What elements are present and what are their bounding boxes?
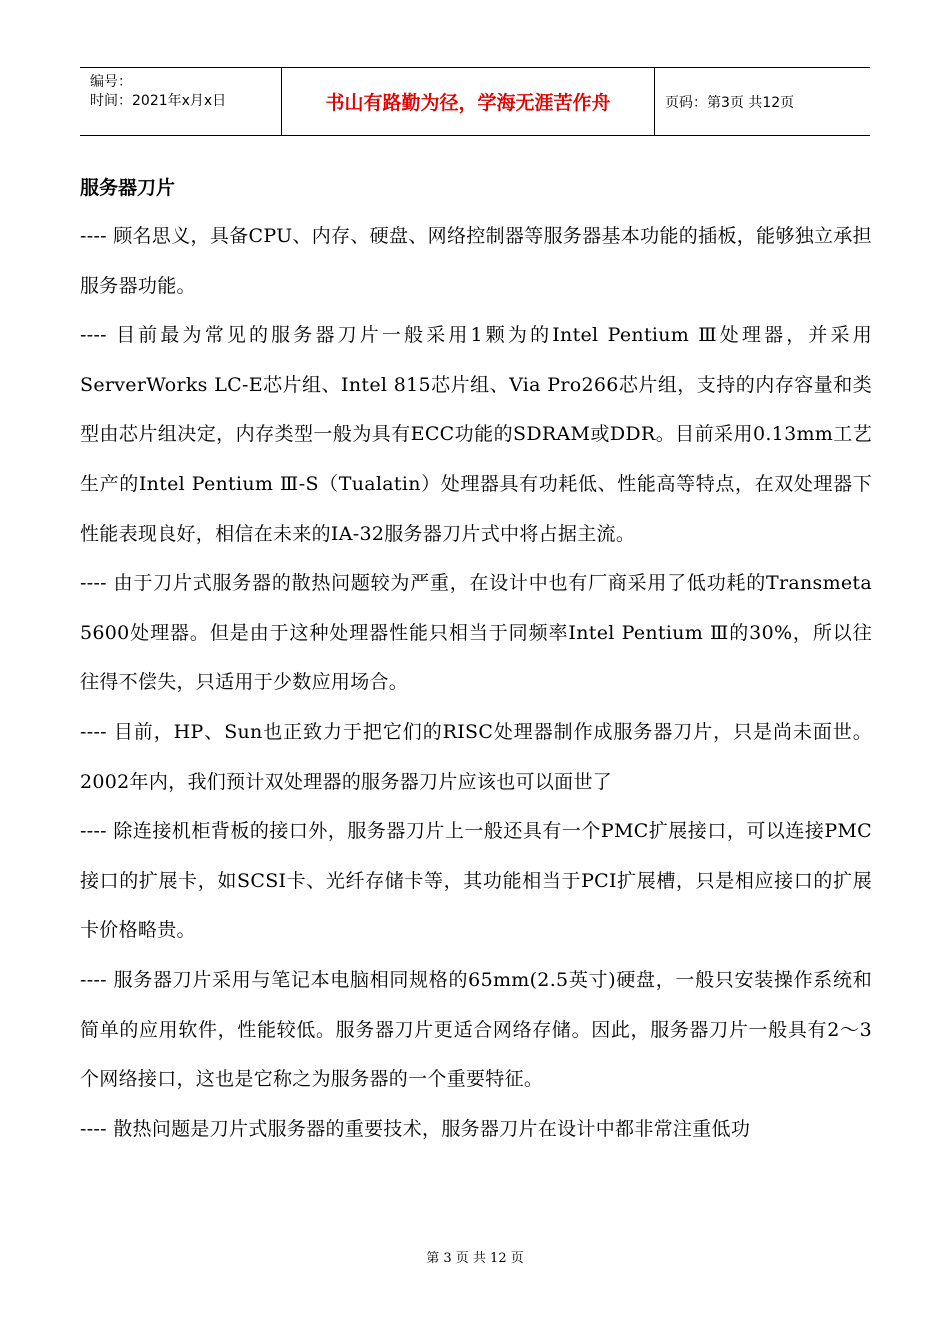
header-meta [80, 68, 282, 135]
paragraph: ---- 服务器刀片采用与笔记本电脑相同规格的65mm(2.5英寸)硬盘，一般只安装操作系统和简单的应用软件，性能较低。服务器刀片更适合网络存储。因此，服务器刀片一般具有2～3个网络接口，这也是它称之为服务器的一个重要特征。 [80, 968, 872, 1091]
paragraph: ---- 目前最为常见的服务器刀片一般采用1颗为的Intel Pentium Ⅲ处理器，并采用ServerWorks LC-E芯片组、Intel 815芯片组、Via Pro266芯片组，支持的内存容量和类型由芯片组决定，内存类型一般为具有ECC功能的SDRAM或DDR。目前采用0.13mm工艺生产的Intel Pentium Ⅲ-S（Tualatin）处理器具有功耗低、性能高等特点，在双处理器下性能表现良好，相信在未来的IA-32服务器刀片式中将占据主流。 [80, 324, 872, 545]
document-body [80, 164, 872, 1154]
time-label: 时间：2021年x月x日 [90, 93, 227, 109]
motto: 书山有路勤为径，学海无涯苦作舟 [282, 68, 655, 135]
section-title: 服务器刀片 [80, 177, 176, 199]
document-header [80, 67, 870, 136]
paragraph: ---- 除连接机柜背板的接口外，服务器刀片上一般还具有一个PMC扩展接口，可以连接PMC接口的扩展卡，如SCSI卡、光纤存储卡等，其功能相当于PCI扩展槽，只是相应接口的扩展卡价格略贵。 [80, 820, 872, 942]
paragraph: ---- 目前，HP、Sun也正致力于把它们的RISC处理器制作成服务器刀片，只是尚未面世。2002年内，我们预计双处理器的服务器刀片应该也可以面世了 [80, 720, 872, 793]
number-label: 编号： [90, 74, 132, 90]
paragraph: ---- 散热问题是刀片式服务器的重要技术，服务器刀片在设计中都非常注重低功 [80, 1117, 751, 1140]
paragraph: ---- 顾名思义，具备CPU、内存、硬盘、网络控制器等服务器基本功能的插板，能够独立承担服务器功能。 [80, 225, 872, 297]
page-info: 页码：第3页 共12页 [665, 94, 795, 111]
page-footer: 第 3 页 共 12 页 [426, 1251, 524, 1266]
paragraph: ---- 由于刀片式服务器的散热问题较为严重，在设计中也有厂商采用了低功耗的Transmeta 5600处理器。但是由于这种处理器性能只相当于同频率Intel Pentium Ⅲ的30%，所以往往得不偿失，只适用于少数应用场合。 [80, 572, 872, 694]
